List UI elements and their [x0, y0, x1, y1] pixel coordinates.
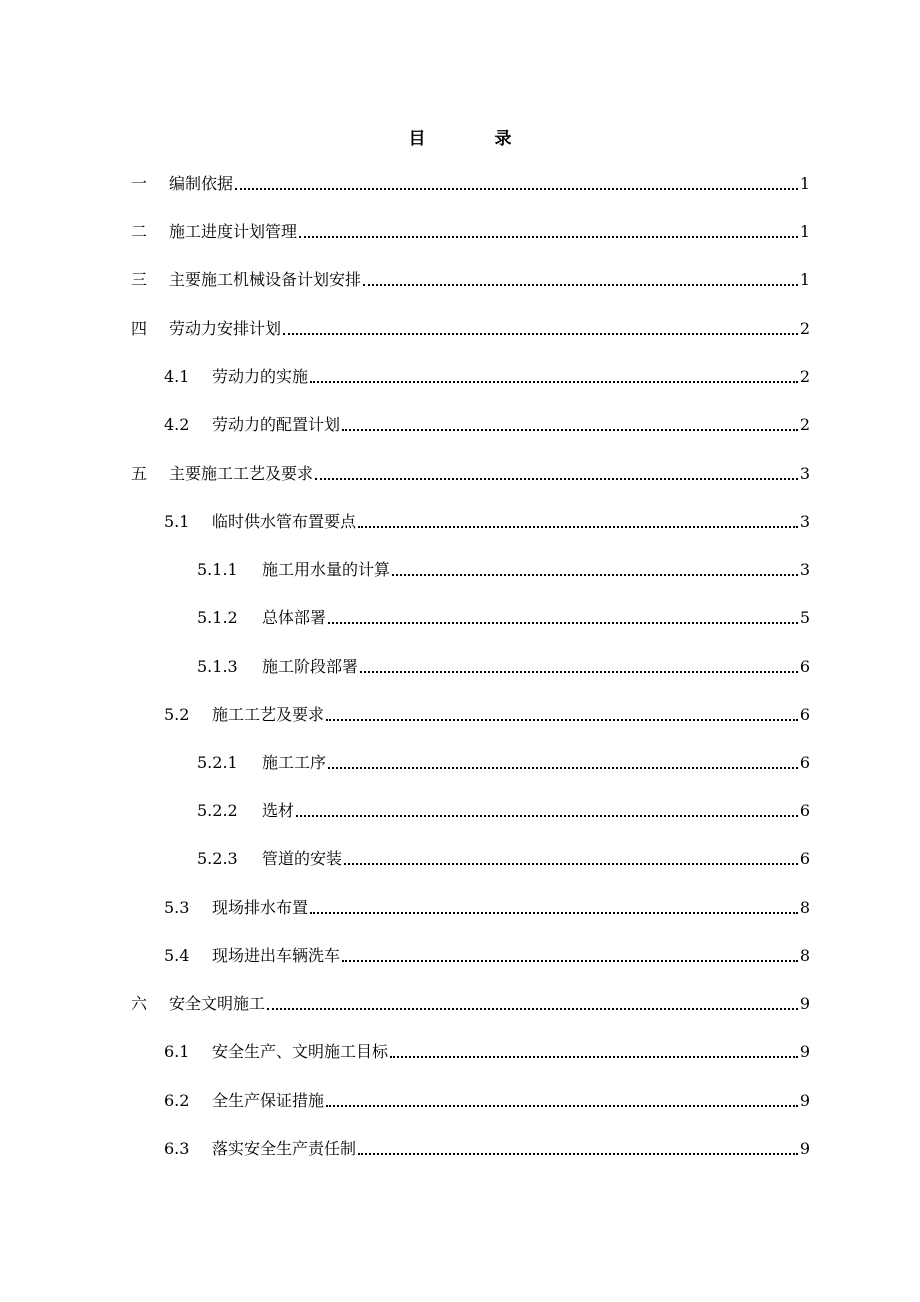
toc-entry-page: 6 — [799, 801, 810, 820]
toc-entry-title: 安全文明施工 — [169, 994, 266, 1013]
dot-leader — [283, 333, 798, 335]
toc-entry[interactable] — [197, 751, 810, 775]
toc-entry-title: 施工进度计划管理 — [169, 222, 298, 241]
toc-entry-number: 三 — [131, 270, 148, 289]
toc-entry-title: 劳动力安排计划 — [169, 319, 282, 338]
toc-entry-title: 现场排水布置 — [212, 898, 309, 917]
dot-leader — [315, 478, 798, 480]
dot-leader — [310, 381, 798, 383]
toc-entry-page: 1 — [799, 174, 810, 193]
toc-entry-title: 施工阶段部署 — [262, 657, 359, 676]
toc-entry-page: 6 — [799, 705, 810, 724]
toc-entry-title: 管道的安装 — [262, 849, 343, 868]
toc-entry-number: 5.2.2 — [197, 801, 238, 820]
toc-entry-number: 6.1 — [164, 1042, 190, 1061]
toc-entry[interactable] — [164, 896, 810, 920]
toc-entry[interactable] — [164, 703, 810, 727]
toc-entry-title: 安全生产、文明施工目标 — [212, 1042, 389, 1061]
toc-entry-number: 5.4 — [164, 946, 190, 965]
toc-entry[interactable] — [197, 606, 810, 630]
toc-entry-title: 主要施工机械设备计划安排 — [169, 270, 362, 289]
toc-entry[interactable] — [164, 1040, 810, 1064]
toc-entry-number: 5.1.3 — [197, 657, 238, 676]
dot-leader — [358, 1153, 798, 1155]
toc-entry-page: 2 — [799, 319, 810, 338]
toc-entry[interactable] — [197, 558, 810, 582]
toc-entry-number: 一 — [131, 174, 148, 193]
toc-entry-title: 临时供水管布置要点 — [212, 512, 357, 531]
dot-leader — [363, 284, 798, 286]
toc-title: 目 录 — [408, 129, 538, 149]
toc-entry-number: 4.1 — [164, 367, 190, 386]
dot-leader — [267, 1008, 798, 1010]
toc-entry-number: 5.2 — [164, 705, 190, 724]
toc-entry-title: 落实安全生产责任制 — [212, 1139, 357, 1158]
toc-entry-page: 5 — [799, 608, 810, 627]
dot-leader — [342, 960, 798, 962]
toc-entry-title: 选材 — [262, 801, 295, 820]
toc-entry-page: 3 — [799, 512, 810, 531]
toc-entry[interactable] — [131, 992, 810, 1016]
dot-leader — [326, 719, 798, 721]
toc-entry[interactable] — [197, 655, 810, 679]
toc-entry-title: 全生产保证措施 — [212, 1091, 325, 1110]
toc-entry[interactable] — [131, 268, 810, 292]
dot-leader — [358, 526, 798, 528]
dot-leader — [344, 863, 798, 865]
toc-entry[interactable] — [164, 1089, 810, 1113]
dot-leader — [392, 574, 798, 576]
toc-entry-number: 六 — [131, 994, 148, 1013]
toc-entry-title: 施工用水量的计算 — [262, 560, 391, 579]
toc-entry-page: 1 — [799, 222, 810, 241]
toc-entry-number: 5.3 — [164, 898, 190, 917]
toc-entry-number: 四 — [131, 319, 148, 338]
toc-entry-page: 9 — [799, 994, 810, 1013]
toc-entry-number: 6.3 — [164, 1139, 190, 1158]
toc-entry-title: 编制依据 — [169, 174, 234, 193]
toc-entry[interactable] — [164, 365, 810, 389]
toc-entry-title: 劳动力的实施 — [212, 367, 309, 386]
toc-entry[interactable] — [164, 413, 810, 437]
toc-entry-title: 现场进出车辆洗车 — [212, 946, 341, 965]
toc-entry[interactable] — [197, 799, 810, 823]
toc-entry-page: 3 — [799, 464, 810, 483]
toc-entry-title: 劳动力的配置计划 — [212, 415, 341, 434]
toc-entry-page: 3 — [799, 560, 810, 579]
toc-entry-page: 9 — [799, 1139, 810, 1158]
toc-entry-number: 4.2 — [164, 415, 190, 434]
toc-entry-page: 6 — [799, 849, 810, 868]
toc-entry[interactable] — [164, 510, 810, 534]
dot-leader — [390, 1056, 798, 1058]
toc-entry[interactable] — [131, 220, 810, 244]
toc-entry[interactable] — [164, 944, 810, 968]
toc-entry[interactable] — [131, 317, 810, 341]
dot-leader — [328, 622, 798, 624]
dot-leader — [360, 671, 798, 673]
toc-entry-number: 6.2 — [164, 1091, 190, 1110]
toc-entry[interactable] — [164, 1137, 810, 1161]
toc-entry-title: 施工工序 — [262, 753, 327, 772]
toc-entry-number: 5.1.2 — [197, 608, 238, 627]
toc-entry-page: 6 — [799, 753, 810, 772]
toc-entry-number: 五 — [131, 464, 148, 483]
toc-entry-page: 2 — [799, 415, 810, 434]
toc-entry-page: 1 — [799, 270, 810, 289]
dot-leader — [310, 912, 798, 914]
toc-entry-title: 主要施工工艺及要求 — [169, 464, 314, 483]
dot-leader — [326, 1105, 798, 1107]
toc-entry[interactable] — [197, 847, 810, 871]
dot-leader — [342, 429, 798, 431]
toc-entry-title: 施工工艺及要求 — [212, 705, 325, 724]
dot-leader — [296, 815, 798, 817]
toc-entry-page: 8 — [799, 946, 810, 965]
toc-entry-number: 5.1.1 — [197, 560, 238, 579]
toc-entry[interactable] — [131, 172, 810, 196]
dot-leader — [299, 236, 798, 238]
toc-entry-page: 9 — [799, 1091, 810, 1110]
toc-entry-page: 9 — [799, 1042, 810, 1061]
toc-entry-number: 5.2.3 — [197, 849, 238, 868]
toc-entry-title: 总体部署 — [262, 608, 327, 627]
toc-entry-number: 5.1 — [164, 512, 190, 531]
toc-entry-number: 二 — [131, 222, 148, 241]
toc-entry-number: 5.2.1 — [197, 753, 238, 772]
toc-entry[interactable] — [131, 462, 810, 486]
toc-entry-page: 2 — [799, 367, 810, 386]
toc-entry-page: 6 — [799, 657, 810, 676]
dot-leader — [235, 188, 798, 190]
dot-leader — [328, 767, 798, 769]
toc-entry-page: 8 — [799, 898, 810, 917]
